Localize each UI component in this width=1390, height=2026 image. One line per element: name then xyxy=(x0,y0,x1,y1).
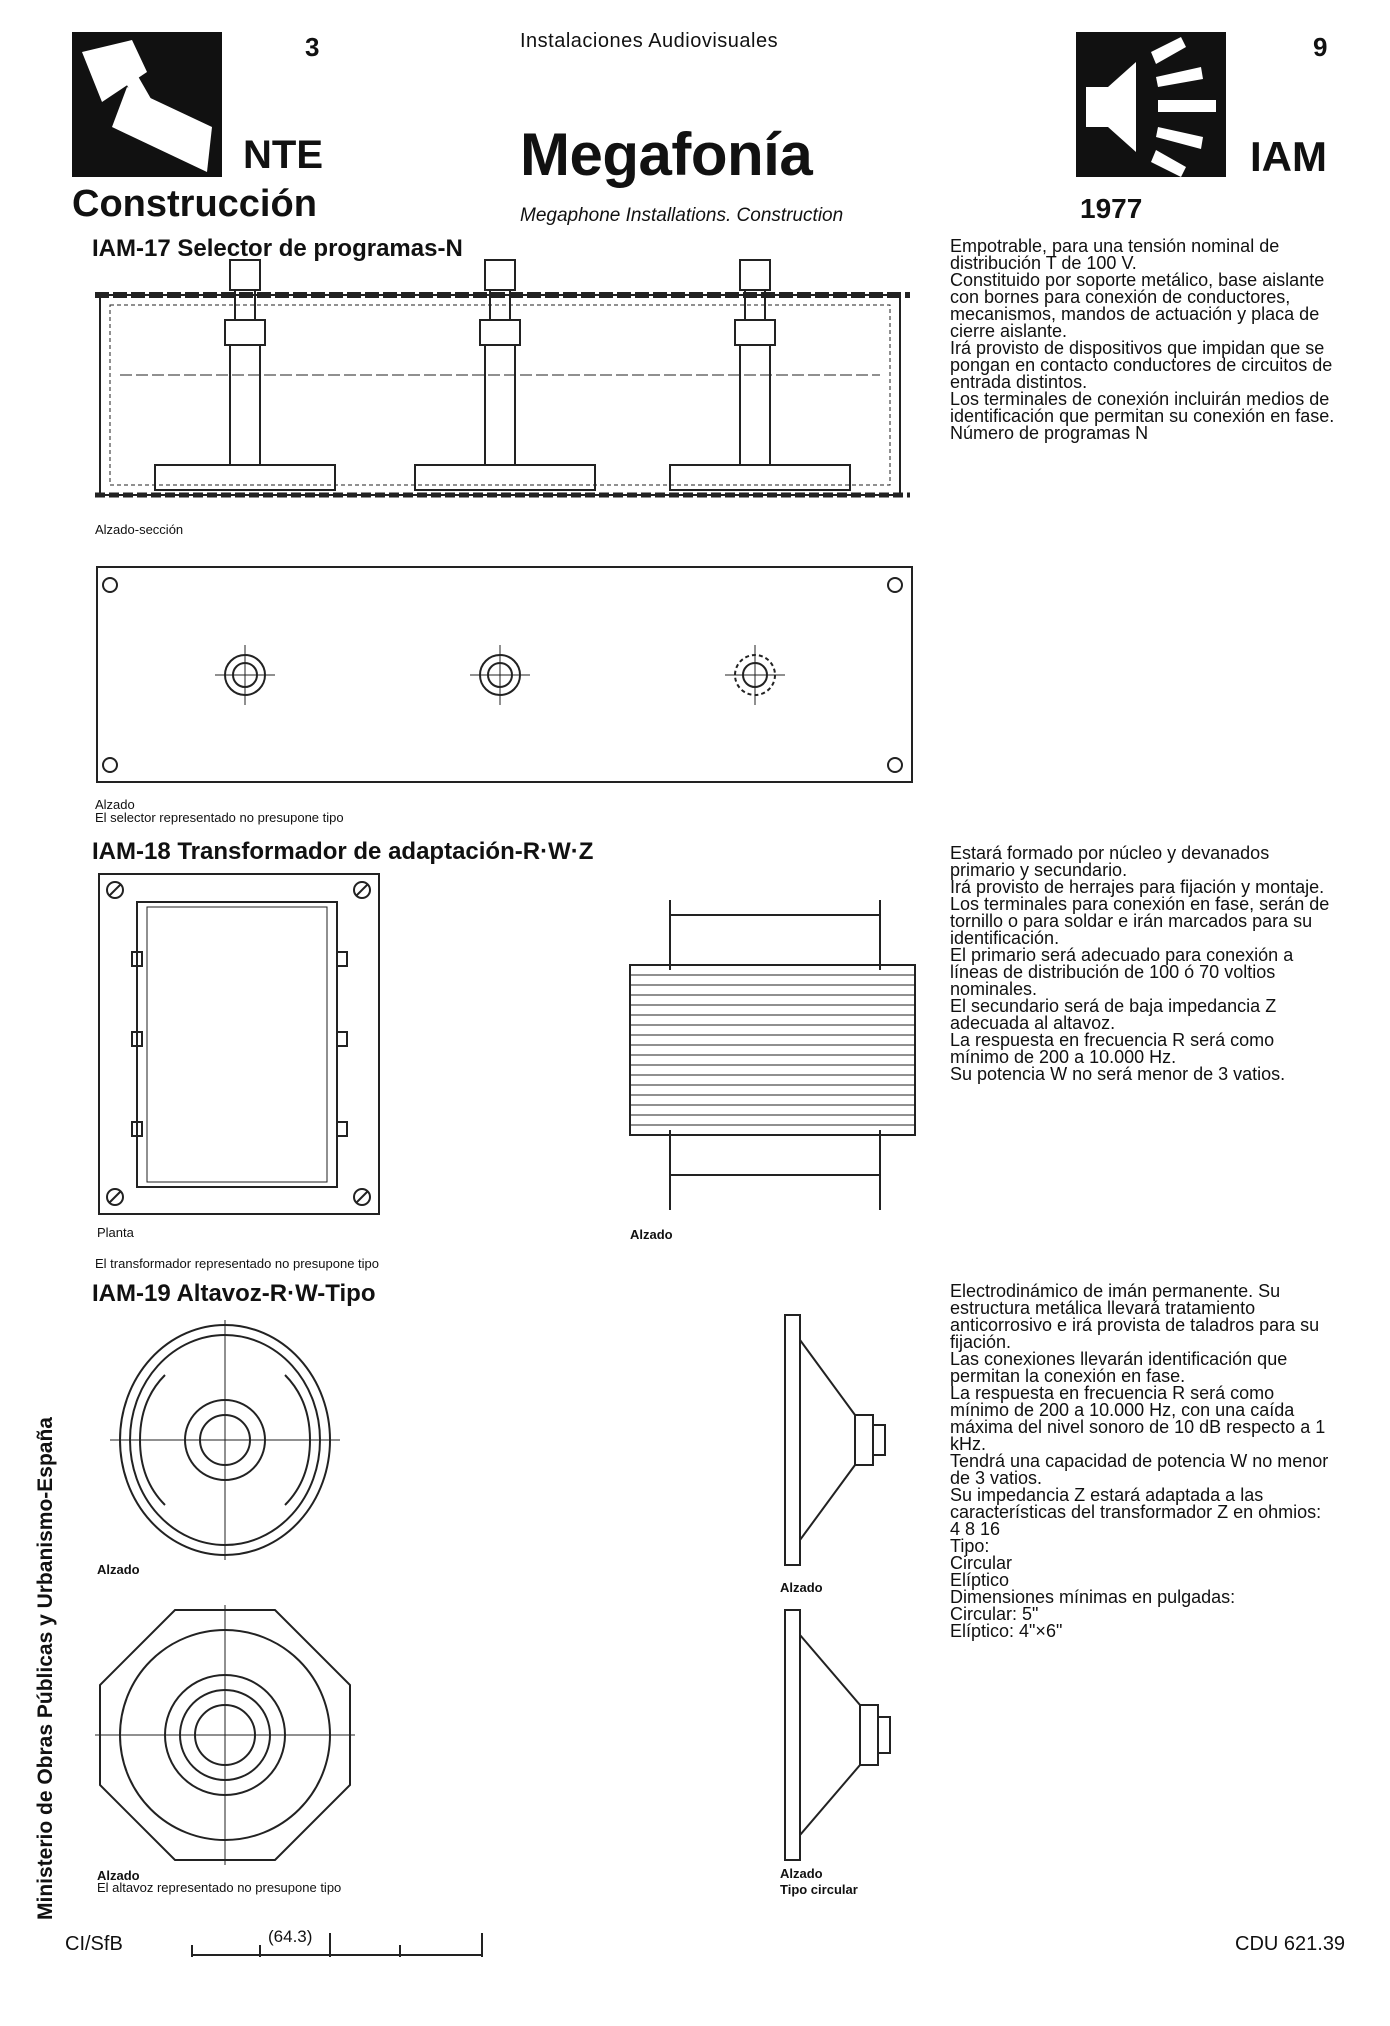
iam-label: IAM xyxy=(1250,133,1327,180)
iam18-title: IAM-18 Transformador de adaptación-R·W·Z xyxy=(92,838,594,865)
circular-speaker-drawing xyxy=(95,1605,355,1865)
page-number-left: 3 xyxy=(305,32,320,62)
caption-alzado: Alzado xyxy=(95,797,135,812)
english-subtitle: Megaphone Installations. Construction xyxy=(520,205,844,226)
caption-alzado-side-2: Alzado xyxy=(780,1866,823,1881)
cisfb-code-box xyxy=(190,1925,485,1965)
caption-planta: Planta xyxy=(97,1225,134,1240)
iam-logo xyxy=(1076,32,1226,177)
ministry-side-text: Ministerio de Obras Públicas y Urbanismo-España xyxy=(34,1417,57,1920)
series-title: Instalaciones Audiovisuales xyxy=(520,30,779,52)
caption-alzado-seccion: Alzado-sección xyxy=(95,522,184,537)
iam17-title: IAM-17 Selector de programas-N xyxy=(92,235,463,262)
cdu-label: CDU 621.39 xyxy=(1235,1933,1346,1955)
iam19-title: IAM-19 Altavoz-R·W-Tipo xyxy=(92,1280,376,1307)
elliptic-speaker-drawing xyxy=(110,1320,340,1560)
selector-front-drawing xyxy=(95,565,915,785)
trowel-icon xyxy=(72,32,222,177)
iam19-description: Electrodinámico de imán permanente. Su estructura metálica llevará tratamiento anticorrosivo e irá provista de taladros para su fijación. Las conexiones llevarán identificación que permitan la conexión en fase. La respuesta en frecuencia R será como mínimo de 200 a 10.000 Hz, con una caída máxima del nivel sonoro de 10 dB respecto a 1 kHz. Tendrá una capacidad de potencia W no menor de 3 vatios. Su impedancia Z estará adaptada a las características del transformador Z en ohmios: 4 8 16 Tipo: Circular Elíptico Dimensiones mínimas en pulgadas: Circular: 5" Elíptico: 4"×6" xyxy=(950,1281,1329,1641)
iam19-note: El altavoz representado no presupone tipo xyxy=(97,1880,342,1895)
cisfb-label: CI/SfB xyxy=(65,1933,123,1955)
speaker-side-drawing-2 xyxy=(775,1605,895,1865)
page-number-right: 9 xyxy=(1313,32,1328,62)
iam17-description: Empotrable, para una tensión nominal de distribución T de 100 V. Constituido por soporte metálico, base aislante con bornes para conexión de conductores, mecanismos, mandos de actuación y placa de cierre aislante. Irá provisto de dispositivos que impidan que se pongan en contacto conductores de circuitos de entrada distintos. Los terminales de conexión incluirán medios de identificación que permitan su conexión en fase. Número de programas N xyxy=(950,236,1335,443)
transformer-elevation-drawing xyxy=(630,890,915,1220)
transformer-plan-drawing xyxy=(97,872,382,1217)
construccion-label: Construcción xyxy=(72,183,317,225)
caption-alzado-transformer: Alzado xyxy=(630,1227,673,1242)
caption-tipo-circular: Tipo circular xyxy=(780,1882,858,1897)
selector-section-drawing xyxy=(95,255,915,515)
caption-alzado-elliptic: Alzado xyxy=(97,1562,140,1577)
caption-alzado-circular: Alzado xyxy=(97,1868,140,1883)
speaker-side-drawing-1 xyxy=(775,1310,895,1570)
page-title: Megafonía xyxy=(520,121,813,188)
nte-logo xyxy=(72,32,222,177)
iam18-description: Estará formado por núcleo y devanados primario y secundario. Irá provisto de herrajes para fijación y montaje. Los terminales para conexión en fase, serán de tornillo o para soldar e irán marcados para su identificación. El primario será adecuado para conexión a líneas de distribución de 100 ó 70 voltios nominales. El secundario será de baja impedancia Z adecuada al altavoz. La respuesta en frecuencia R será como mínimo de 200 a 10.000 Hz. Su potencia W no será menor de 3 vatios. xyxy=(950,843,1330,1084)
caption-alzado-side-1: Alzado xyxy=(780,1580,823,1595)
iam18-note: El transformador representado no presupone tipo xyxy=(95,1256,380,1271)
code-box-value: (64.3) xyxy=(268,1927,313,1946)
year: 1977 xyxy=(1080,193,1143,224)
loudspeaker-icon xyxy=(1076,32,1226,177)
nte-label: NTE xyxy=(243,133,323,177)
iam17-note: El selector representado no presupone tipo xyxy=(95,810,344,825)
